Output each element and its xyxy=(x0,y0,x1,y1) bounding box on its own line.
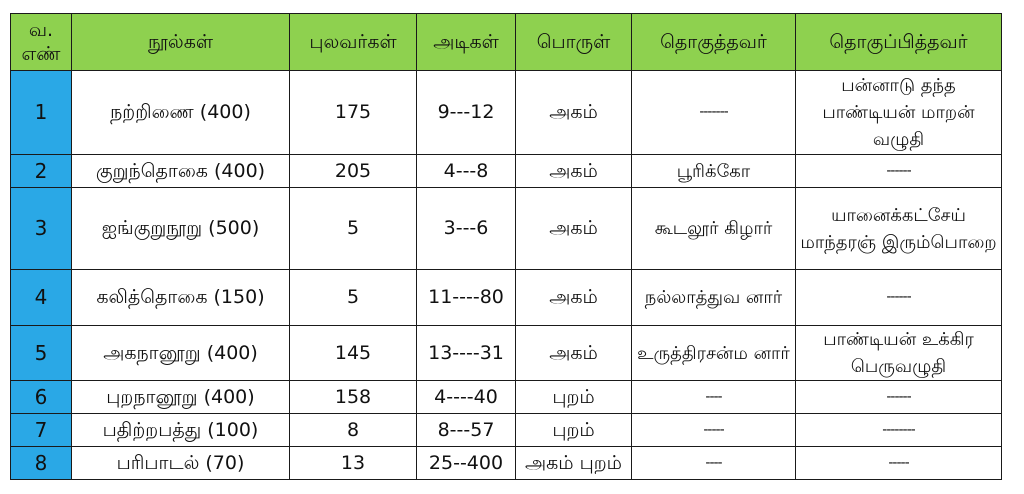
subject: அகம் புறம் xyxy=(516,447,632,480)
table-row xyxy=(11,270,1002,326)
compiler: ---- xyxy=(632,447,796,480)
patron: பன்னாடு தந்த பாண்டியன் மாறன் வழுதி xyxy=(796,71,1002,155)
sangam-literature-table xyxy=(10,13,1002,480)
book-name: அகநானூறு (400) xyxy=(72,326,290,381)
poet-count: 5 xyxy=(290,188,417,270)
serial-number: 6 xyxy=(11,381,72,414)
subject: புறம் xyxy=(516,414,632,447)
table-row xyxy=(11,414,1002,447)
compiler: உருத்திரசன்ம னார் xyxy=(632,326,796,381)
compiler: ---- xyxy=(632,381,796,414)
header-subject: பொருள் xyxy=(516,14,632,71)
subject: அகம் xyxy=(516,71,632,155)
poet-count: 5 xyxy=(290,270,417,326)
line-range: 8---57 xyxy=(417,414,516,447)
compiler: பூரிக்கோ xyxy=(632,155,796,188)
patron: யானைக்கட்சேய் மாந்தரஞ் இரும்பொறை xyxy=(796,188,1002,270)
table-row xyxy=(11,188,1002,270)
patron: பாண்டியன் உக்கிர பெருவழுதி xyxy=(796,326,1002,381)
poet-count: 145 xyxy=(290,326,417,381)
line-range: 25--400 xyxy=(417,447,516,480)
subject: அகம் xyxy=(516,326,632,381)
subject: அகம் xyxy=(516,155,632,188)
poet-count: 205 xyxy=(290,155,417,188)
patron: ------ xyxy=(796,155,1002,188)
compiler: ------- xyxy=(632,71,796,155)
line-range: 13----31 xyxy=(417,326,516,381)
line-range: 4---8 xyxy=(417,155,516,188)
book-name: புறநானூறு (400) xyxy=(72,381,290,414)
book-name: கலித்தொகை (150) xyxy=(72,270,290,326)
compiler: கூடலூர் கிழார் xyxy=(632,188,796,270)
table-row xyxy=(11,326,1002,381)
line-range: 4----40 xyxy=(417,381,516,414)
header-lines: அடிகள் xyxy=(417,14,516,71)
subject: அகம் xyxy=(516,270,632,326)
compiler: ----- xyxy=(632,414,796,447)
table-row xyxy=(11,71,1002,155)
serial-number: 4 xyxy=(11,270,72,326)
header-serial-number: வ. எண் xyxy=(11,14,72,71)
serial-number: 8 xyxy=(11,447,72,480)
poet-count: 175 xyxy=(290,71,417,155)
patron: -------- xyxy=(796,414,1002,447)
patron: ------ xyxy=(796,270,1002,326)
header-books: நூல்கள் xyxy=(72,14,290,71)
subject: புறம் xyxy=(516,381,632,414)
patron: ------ xyxy=(796,381,1002,414)
header-compiler: தொகுத்தவர் xyxy=(632,14,796,71)
poet-count: 13 xyxy=(290,447,417,480)
table-container xyxy=(10,13,1002,480)
serial-number: 1 xyxy=(11,71,72,155)
table-row xyxy=(11,381,1002,414)
line-range: 11----80 xyxy=(417,270,516,326)
header-patron: தொகுப்பித்தவர் xyxy=(796,14,1002,71)
serial-number: 5 xyxy=(11,326,72,381)
book-name: பரிபாடல் (70) xyxy=(72,447,290,480)
line-range: 9---12 xyxy=(417,71,516,155)
table-row xyxy=(11,447,1002,480)
book-name: பதிற்றபத்து (100) xyxy=(72,414,290,447)
compiler: நல்லாத்துவ னார் xyxy=(632,270,796,326)
header-row xyxy=(11,14,1002,71)
serial-number: 7 xyxy=(11,414,72,447)
serial-number: 3 xyxy=(11,188,72,270)
header-poets: புலவர்கள் xyxy=(290,14,417,71)
subject: அகம் xyxy=(516,188,632,270)
book-name: நற்றிணை (400) xyxy=(72,71,290,155)
serial-number: 2 xyxy=(11,155,72,188)
patron: ----- xyxy=(796,447,1002,480)
poet-count: 158 xyxy=(290,381,417,414)
book-name: குறுந்தொகை (400) xyxy=(72,155,290,188)
table-row xyxy=(11,155,1002,188)
poet-count: 8 xyxy=(290,414,417,447)
line-range: 3---6 xyxy=(417,188,516,270)
book-name: ஐங்குறுநூறு (500) xyxy=(72,188,290,270)
